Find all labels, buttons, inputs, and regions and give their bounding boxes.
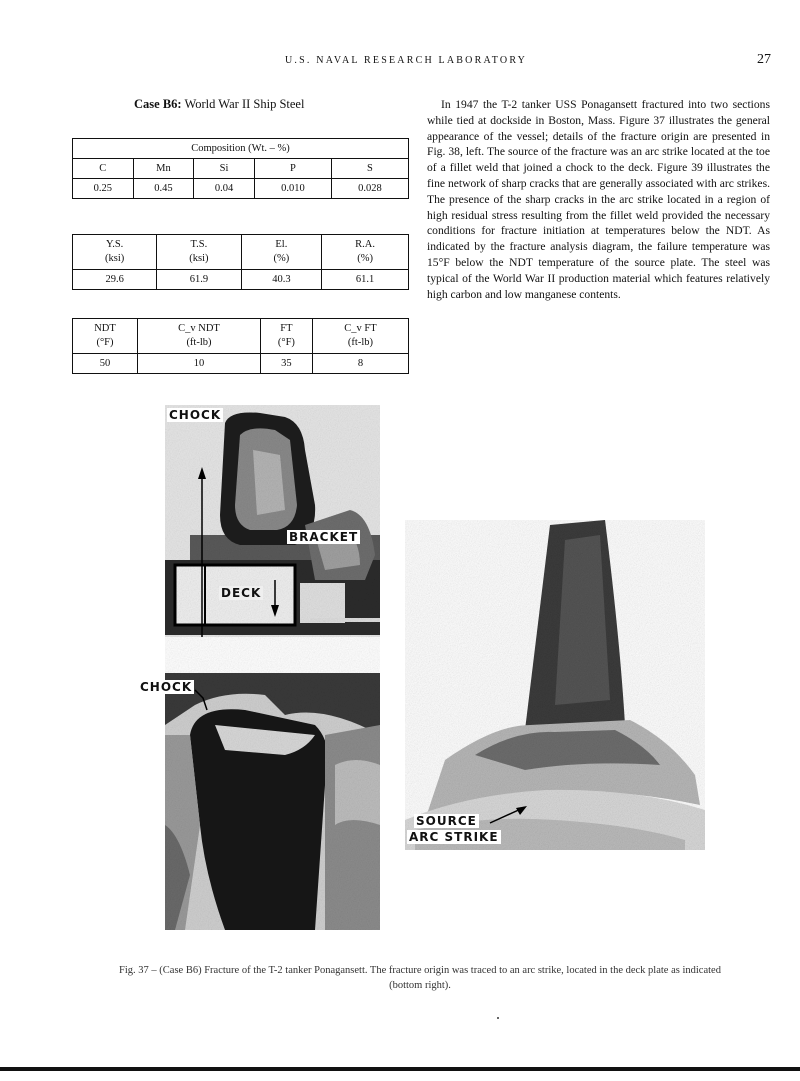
table-header-cell: C_v NDT (ft-lb)	[138, 319, 261, 354]
label-chock-bottom: CHOCK	[140, 680, 193, 694]
fracture-table	[72, 318, 409, 374]
table-cell: 0.010	[254, 179, 331, 199]
table-header-cell: NDT (°F)	[73, 319, 138, 354]
scan-speck	[497, 1017, 499, 1019]
composition-caption: Composition (Wt. – %)	[73, 139, 409, 159]
table-cell: 40.3	[241, 270, 322, 290]
table-cell: 35	[260, 354, 312, 374]
table-cell: 61.1	[322, 270, 409, 290]
case-name: World War II Ship Steel	[181, 97, 305, 111]
table-cell: 50	[73, 354, 138, 374]
composition-table	[72, 138, 409, 199]
table-cell: 0.04	[194, 179, 255, 199]
label-source: SOURCE	[416, 814, 477, 828]
table-cell: 0.25	[73, 179, 134, 199]
table-header-cell: Mn	[133, 159, 194, 179]
table-header-cell: R.A. (%)	[322, 235, 409, 270]
label-deck: DECK	[221, 586, 262, 600]
label-chock-top: CHOCK	[169, 408, 222, 422]
table-header-cell: Si	[194, 159, 255, 179]
table-header-cell: P	[254, 159, 331, 179]
tensile-table	[72, 234, 409, 290]
ship-deck-photo	[165, 405, 380, 930]
table-header-cell: C	[73, 159, 134, 179]
table-header-cell: Y.S. (ksi)	[73, 235, 157, 270]
table-header-cell: S	[331, 159, 408, 179]
table-header-cell: C_v FT (ft-lb)	[312, 319, 408, 354]
page-bottom-rule	[0, 1067, 800, 1071]
table-cell: 61.9	[157, 270, 241, 290]
page-number: 27	[757, 52, 771, 67]
table-header-cell: El. (%)	[241, 235, 322, 270]
table-header-cell: FT (°F)	[260, 319, 312, 354]
table-header-cell: T.S. (ksi)	[157, 235, 241, 270]
body-paragraph: In 1947 the T-2 tanker USS Ponagansett fractured into two sections while tied at dockside in Boston, Mass. Figure 37 illustrates the general appearance of the vessel; details of the fracture origin are presented in Fig. 38, left. The source of the fracture was an arc strike located at the toe of a fillet weld that joined a chock to the deck. Figure 39 illustrates the fine network of sharp cracks that are generally associated with arc strikes. The presence of the sharp cracks in the arc strike located in a region of high residual stress resulting from the fillet weld provided the necessary conditions for fracture initiation at temperatures below the NDT. As indicated by the fracture analysis diagram, the failure temperature was 15°F below the NDT temperature of the source plate. The steel was typical of the World War II production material which features relatively high carbon and low manganese contents.	[427, 98, 770, 301]
case-label: Case B6:	[134, 97, 182, 111]
label-arc-strike: ARC STRIKE	[409, 830, 499, 844]
table-cell: 0.45	[133, 179, 194, 199]
label-bracket: BRACKET	[289, 530, 359, 544]
table-cell: 8	[312, 354, 408, 374]
table-cell: 10	[138, 354, 261, 374]
running-header: U.S. NAVAL RESEARCH LABORATORY	[285, 55, 528, 66]
table-cell: 0.028	[331, 179, 408, 199]
figure-caption: Fig. 37 – (Case B6) Fracture of the T-2 tanker Ponagansett. The fracture origin was traced to an arc strike, located in the deck plate as indicated (bottom right).	[119, 965, 721, 991]
case-title	[134, 97, 304, 112]
arc-strike-photo	[405, 520, 705, 850]
table-cell: 29.6	[73, 270, 157, 290]
